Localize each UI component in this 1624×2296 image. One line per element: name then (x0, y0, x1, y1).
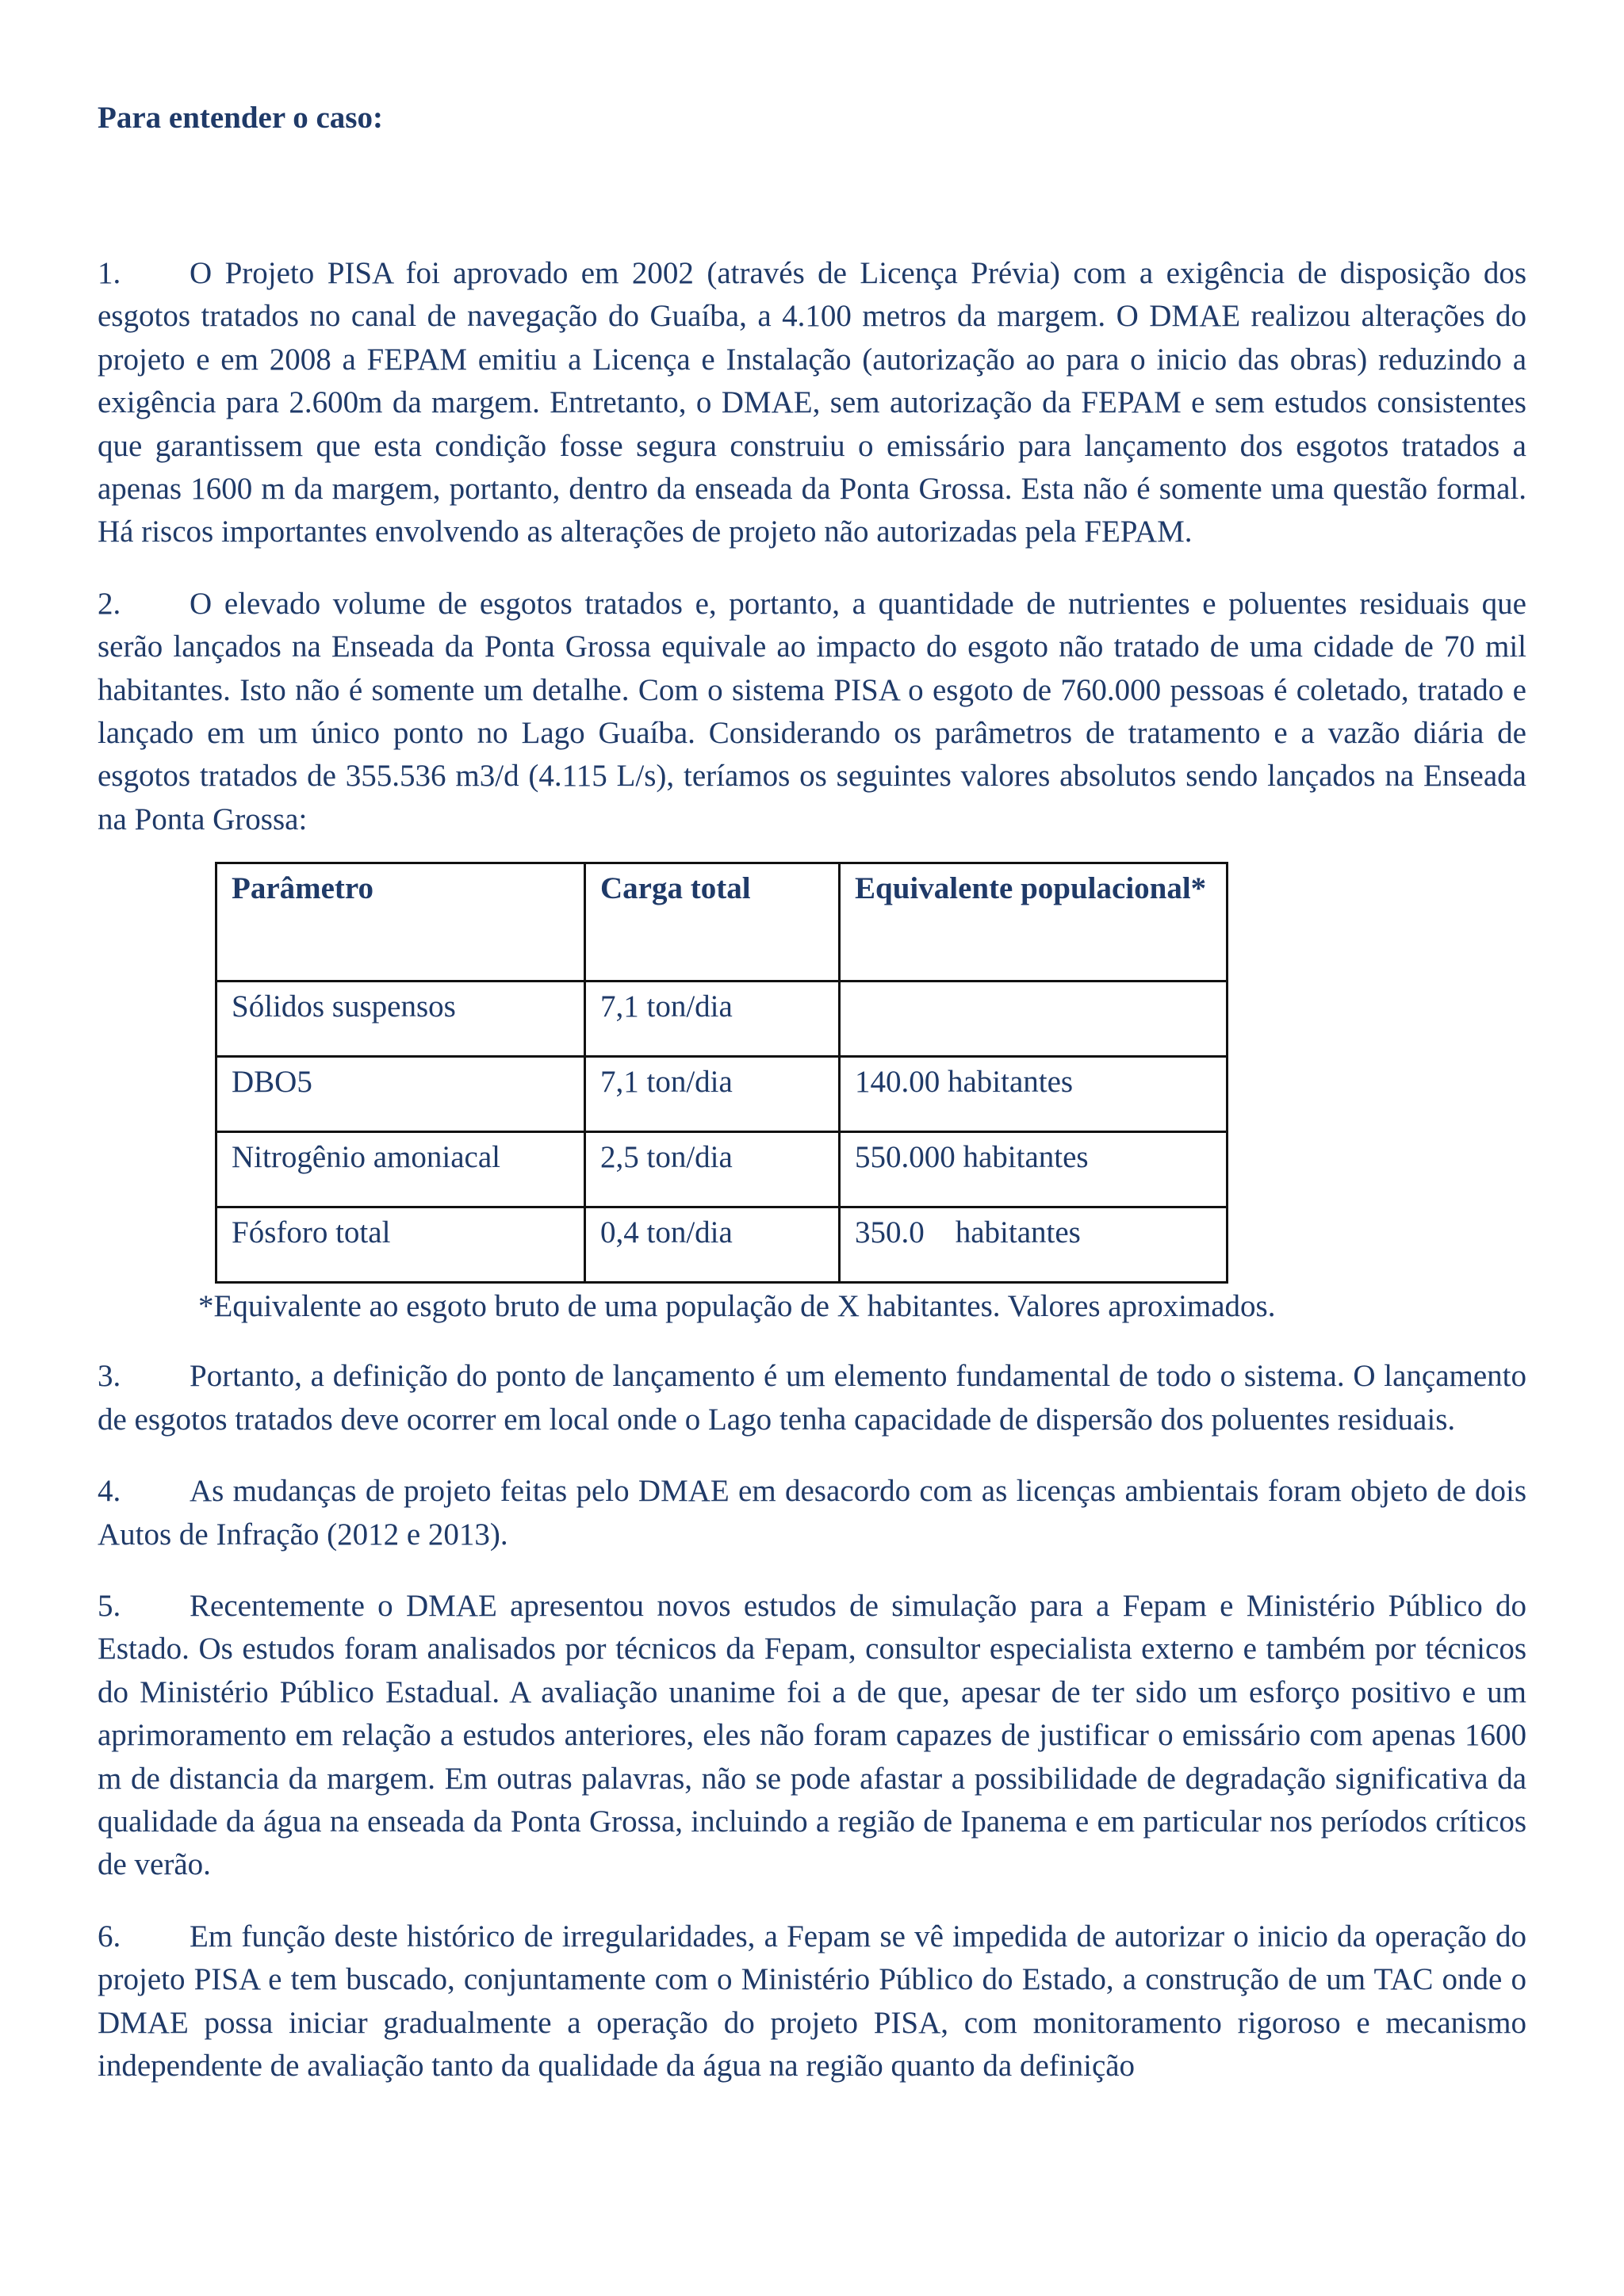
table-footnote: *Equivalente ao esgoto bruto de uma população de X habitantes. Valores aproximados. (198, 1289, 1276, 1324)
table-cell: 7,1 ton/dia (585, 1057, 840, 1132)
paragraph-number: 2. (98, 586, 121, 621)
table-cell: 2,5 ton/dia (585, 1132, 840, 1207)
page-heading: Para entender o caso: (98, 101, 383, 135)
paragraph-number: 5. (98, 1588, 121, 1623)
table-row (216, 982, 1228, 1057)
paragraph-number: 3. (98, 1359, 121, 1394)
table-cell (840, 982, 1228, 1057)
table-row (216, 1057, 1228, 1132)
paragraph-2 (98, 583, 1526, 841)
table-row (216, 1207, 1228, 1283)
table-cell: Sólidos suspensos (216, 982, 585, 1057)
paragraph-text: Em função deste histórico de irregularidades, a Fepam se vê impedida de autorizar o inicio da operação do projeto PISA e tem buscado, conjuntamente com o Ministério Público do Estado, a construção de um TAC onde o DMAE possa iniciar gradualmente a operação do projeto PISA, com monitoramento rigoroso e mecanismo independente de avaliação tanto da qualidade da água na região quanto da definição (98, 1919, 1526, 2083)
table-cell: 7,1 ton/dia (585, 982, 840, 1057)
paragraph-number: 4. (98, 1474, 121, 1509)
table-row (216, 1132, 1228, 1207)
paragraph-6 (98, 1915, 1526, 2088)
paragraph-text: As mudanças de projeto feitas pelo DMAE em desacordo com as licenças ambientais foram objeto de dois Autos de Infração (2012 e 2013). (98, 1474, 1526, 1552)
table-cell: 140.00 habitantes (840, 1057, 1228, 1132)
paragraph-number: 6. (98, 1919, 121, 1954)
table-cell: Fósforo total (216, 1207, 585, 1283)
table-cell: DBO5 (216, 1057, 585, 1132)
table-header-row (216, 863, 1228, 982)
paragraph-3 (98, 1355, 1526, 1441)
pollutant-load-table (215, 862, 1228, 1284)
header-carga-total: Carga total (585, 863, 840, 982)
paragraph-text: Recentemente o DMAE apresentou novos estudos de simulação para a Fepam e Ministério Público do Estado. Os estudos foram analisados por técnicos da Fepam, consultor especialista externo e também por técnicos do Ministério Público Estadual. A avaliação unanime foi a de que, apesar de ter sido um esforço positivo e um aprimoramento em relação a estudos anteriores, eles não foram capazes de justificar o emissário com apenas 1600 m de distancia da margem. Em outras palavras, não se pode afastar a possibilidade de degradação significativa da qualidade da água na enseada da Ponta Grossa, incluindo a região de Ipanema e em particular nos períodos críticos de verão. (98, 1588, 1526, 1882)
table-cell: 350.0 habitantes (840, 1207, 1228, 1283)
paragraph-4 (98, 1470, 1526, 1556)
table-cell: Nitrogênio amoniacal (216, 1132, 585, 1207)
header-parametro: Parâmetro (216, 863, 585, 982)
paragraph-text: O Projeto PISA foi aprovado em 2002 (através de Licença Prévia) com a exigência de disposição dos esgotos tratados no canal de navegação do Guaíba, a 4.100 metros da margem. O DMAE realizou alterações do projeto e em 2008 a FEPAM emitiu a Licença e Instalação (autorização ao para o inicio das obras) reduzindo a exigência para 2.600m da margem. Entretanto, o DMAE, sem autorização da FEPAM e sem estudos consistentes que garantissem que esta condição fosse segura construiu o emissário para lançamento dos esgotos tratados a apenas 1600 m da margem, portanto, dentro da enseada da Ponta Grossa. Esta não é somente uma questão formal. Há riscos importantes envolvendo as alterações de projeto não autorizadas pela FEPAM. (98, 256, 1526, 549)
paragraph-text: Portanto, a definição do ponto de lançamento é um elemento fundamental de todo o sistema. O lançamento de esgotos tratados deve ocorrer em local onde o Lago tenha capacidade de dispersão dos poluentes residuais. (98, 1359, 1526, 1437)
header-equivalente: Equivalente populacional* (840, 863, 1228, 982)
table-cell: 550.000 habitantes (840, 1132, 1228, 1207)
table-cell: 0,4 ton/dia (585, 1207, 840, 1283)
paragraph-5 (98, 1585, 1526, 1887)
paragraph-text: O elevado volume de esgotos tratados e, portanto, a quantidade de nutrientes e poluentes residuais que serão lançados na Enseada da Ponta Grossa equivale ao impacto do esgoto não tratado de uma cidade de 70 mil habitantes. Isto não é somente um detalhe. Com o sistema PISA o esgoto de 760.000 pessoas é coletado, tratado e lançado em um único ponto no Lago Guaíba. Considerando os parâmetros de tratamento e a vazão diária de esgotos tratados de 355.536 m3/d (4.115 L/s), teríamos os seguintes valores absolutos sendo lançados na Enseada na Ponta Grossa: (98, 586, 1526, 836)
paragraph-1 (98, 252, 1526, 554)
paragraph-number: 1. (98, 256, 121, 290)
